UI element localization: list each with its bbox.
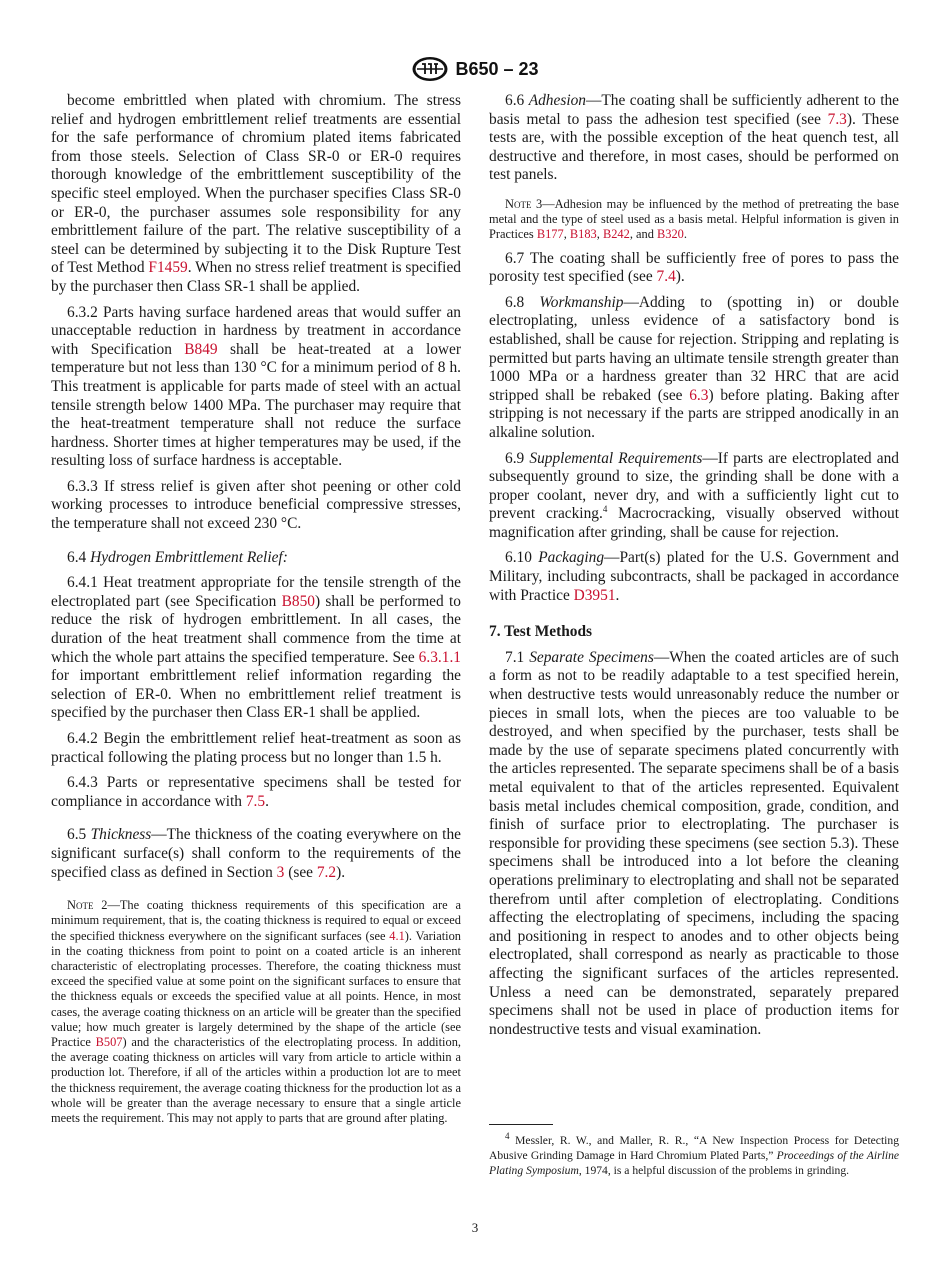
paragraph-6-5: 6.5 Thickness—The thickness of the coating everywhere on the significant surface(s) shall conform to the requirements of the specified class as defined in Section 3 (see 7.2). [51,826,461,881]
reference-link[interactable]: 7.5 [245,792,266,810]
paragraph-6-6: 6.6 Adhesion—The coating shall be sufficiently adherent to the basis metal to pass the adhesion test specified (see 7.3). These tests are, with the possible exception of the heat quench test, all destructive and therefore, in most cases, should be performed on test panels. [489,92,899,184]
paragraph-6-8: 6.8 Workmanship—Adding to (spotting in) or double electroplating, unless evidence of a satisfactory bond is established, shall be cause for rejection. Stripping and replating is permitted but parts having an ultimate tensile strength greater than 1000 MPa or a hardness greater than 32 HRC that are acid stripped shall be rebaked (see 6.3) before plating. Baking after stripping is not necessary if the parts are stripped anodically in an alkaline solution. [489,293,900,441]
reference-link[interactable]: B177 [536,227,564,242]
astm-logo-icon [411,56,449,82]
right-column [489,92,899,1039]
section-heading: 7. Test Methods [489,623,593,641]
footnote-divider [489,1124,553,1125]
reference-link[interactable]: D3951 [573,586,616,604]
note-3: Note 3—Adhesion may be influenced by the method of pretreating the base metal and the type of steel used as a basis metal. Helpful information is given in Practices B177, B183, B242, and B320. [489,196,899,242]
left-column [51,92,461,1126]
reference-link[interactable]: B507 [95,1034,123,1049]
page-header [0,56,950,82]
paragraph-7-1: 7.1 Separate Specimens—When the coated articles are of such a form as not to be readily adaptable to a test specified herein, when destructive tests would unreasonably reduce the number or pieces in small lots, when the pieces are too valuable to be destroyed, and when specified by the purchaser, tests shall be made by the use of separate specimens plated concurrently with the articles represented. The separate specimens shall be of a basis metal equivalent to that of the articles represented. Equivalent basis metal includes chemical composition, grade, condition, and finish of surface prior to electroplating. The purchaser is responsible for providing these specimens (see section 5.3). These specimens shall be introduced into a lot before the cleaning operations preliminary to electroplating and shall not be separated therefrom until after completion of electroplating. Conditions affecting the electroplating of specimens, including the spacing and positioning in respect to anodes and to other objects being electroplated, shall correspond as nearly as practicable to those affecting the significant surfaces of the articles represented. Unless a need can be demonstrated, separately prepared specimens shall not be used in place of production items for nondestructive tests and visual examination. [489,648,899,1038]
paragraph-6-4-2: 6.4.2 Begin the embrittlement relief heat-treatment as soon as practical following the plating process but no longer than 1.5 h. [51,730,461,766]
page-number: 3 [471,1220,479,1235]
reference-link[interactable]: B183 [569,227,597,242]
paragraph-6-4: 6.4 Hydrogen Embrittlement Relief: [67,548,288,566]
paragraph-6-7: 6.7 The coating shall be sufficiently free of pores to pass the porosity test specified (see 7.4). [489,249,899,286]
paragraph-6-9: 6.9 Supplemental Requirements—If parts are electroplated and subsequently ground to size, the grinding shall be done with a proper coolant, never dry, and with a sufficiently light cut to prevent cracking.$^4$ Macrocracking, visually observed without magnification after grinding, shall be cause for rejection. [489,449,899,541]
reference-link[interactable]: B320 [657,227,684,242]
footnote-4: $^4$ Messler, R. W., and Maller, R. R., “A New Inspection Process for Detecting Abusive Grinding Damage in Hard Chromium Plated Parts,” Proceedings of the Airline Plating Symposium, 1974, is a helpful discussion of the problems in grinding. [489,1131,900,1178]
paragraph-6-3-2: 6.3.2 Parts having surface hardened areas that would suffer an unacceptable reduction in hardness by treatment in accordance with Specification B849 shall be heat-treated at a lower temperature but not less than 130 °C for a minimum period of 8 h. This treatment is applicable for parts made of steel with an actual tensile strength below 1400 MPa. The purchaser may require that the heat-treatment temperature shall not reduce the surface hardness. Shorter times at higher temperatures may be used, if the resulting loss of surface hardness is acceptable. [51,303,461,470]
reference-link[interactable]: 6.3 [689,386,709,404]
paragraph-continued: become embrittled when plated with chromium. The stress relief and hydrogen embrittlement relief treatments are essential for the safe performance of chromium plated items fabricated from those steels. Selection of Class SR-0 or ER-0 requires thorough knowledge of the embrittlement susceptibility of the specific steel employed. When the purchaser specifies Class SR-0 or ER-0, the purchaser assumes sole responsibility for any embrittlement failure of the part. The relative susceptibility of a steel can be determined by subjecting it to the Disk Rupture Test of Test Method F1459. When no stress relief treatment is specified by the purchaser then Class SR-1 shall be applied. [51,92,461,295]
paragraph-6-10: 6.10 Packaging—Part(s) plated for the U.S. Government and Military, including subcontracts, shall be packaged in accordance with Practice D3951. [489,549,900,604]
reference-link[interactable]: 7.4 [656,268,676,286]
paragraph-6-3-3: 6.3.3 If stress relief is given after shot peening or other cold working processes to introduce beneficial compressive stresses, the temperature shall not exceed 230 °C. [51,477,461,533]
reference-link[interactable]: 7.2 [316,863,337,881]
reference-link[interactable]: 7.3 [827,110,847,128]
reference-link[interactable]: B242 [602,227,630,242]
reference-link[interactable]: 4.1 [389,928,405,943]
reference-link[interactable]: 6.3.1.1 [418,648,461,666]
note-2: Note 2—The coating thickness requirements of this specification are a minimum requirement, that is, the coating thickness is required to equal or exceed the specified thickness everywhere on the significant surfaces (see 4.1). Variation in the coating thickness from point to point on a coated article is an inherent characteristic of electroplating processes. Therefore, the coating thickness must exceed the specified value at some point on the significant surfaces to ensure that the thickness equals or exceeds the specified value at all points. Hence, in most cases, the average coating thickness on an article will be greater than the specified value; how much greater is largely determined by the shape of the article (see Practice B507) and the characteristics of the electroplating process. In addition, the average coating thickness on articles will vary from article to article within a production lot. Therefore, if all of the articles within a production lot are to meet the thickness requirement, the average coating thickness for the production lot as a whole will be greater than the average necessary to ensure that a single article meets the requirement. This may not apply to parts that are ground after plating. [51,898,461,1125]
reference-link[interactable]: B850 [281,592,315,610]
paragraph-6-4-1: 6.4.1 Heat treatment appropriate for the tensile strength of the electroplated part (see Specification B850) shall be performed to reduce the risk of hydrogen embrittlement. In all cases, the duration of the heat treatment shall commence from the time at which the whole part attains the specified temperature. See 6.3.1.1 for important embrittlement relief information regarding the selection of ER-0. When no embrittlement relief treatment is specified by the purchaser then Class ER-1 shall be applied. [51,574,461,722]
reference-link[interactable]: F1459 [148,259,188,277]
document-designation: B650 – 23 [455,58,539,79]
paragraph-6-4-3: 6.4.3 Parts or representative specimens shall be tested for compliance in accordance with 7.5. [51,774,461,810]
footnote-ref[interactable]: 4 [602,504,608,515]
reference-link[interactable]: B849 [184,340,218,358]
reference-link[interactable]: 3 [276,863,285,881]
